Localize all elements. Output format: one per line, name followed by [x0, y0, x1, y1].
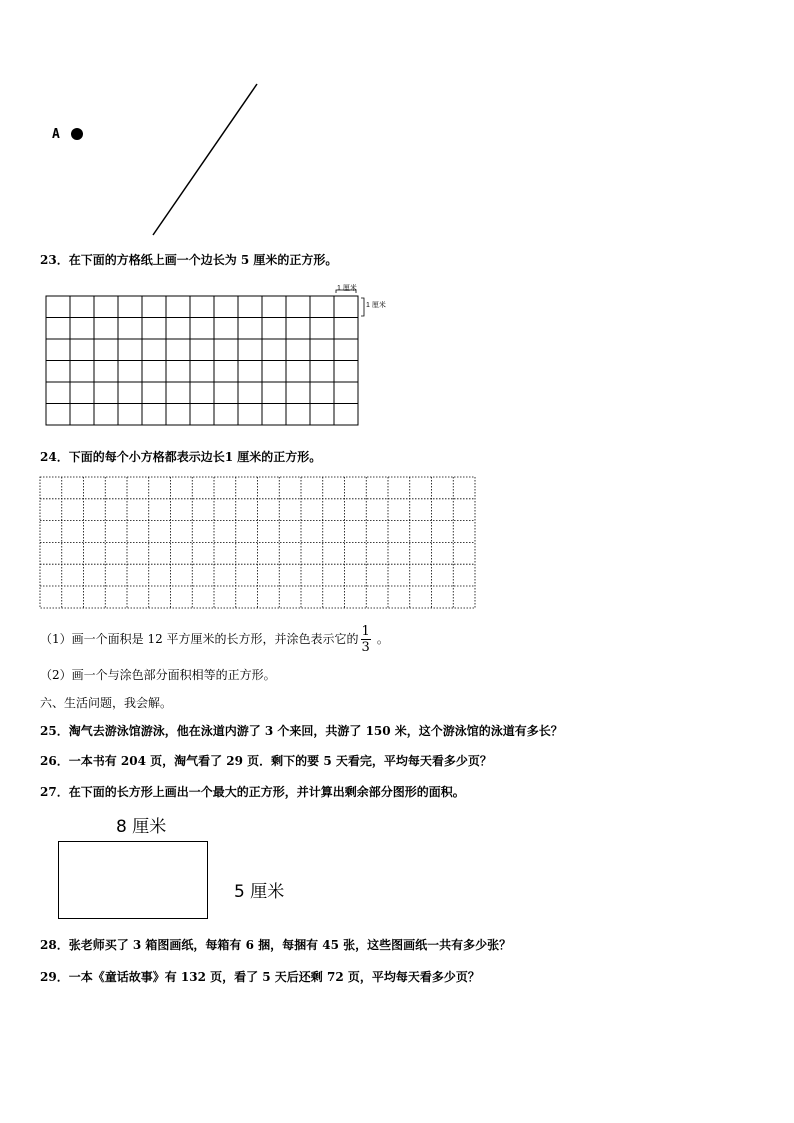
- question-28: 28．张老师买了 3 箱图画纸，每箱有 6 捆，每捆有 45 张，这些图画纸一共有多少张？: [40, 938, 512, 952]
- q23-unit-height-label: 1 厘米: [366, 302, 386, 309]
- fraction-one-third: [361, 624, 371, 655]
- section-6-title: 六、生活问题，我会解。: [40, 696, 173, 710]
- question-24: 24．下面的每个小方格都表示边长1 厘米的正方形。: [40, 450, 322, 464]
- fraction-denominator: 3: [361, 640, 370, 655]
- q23-grid: [40, 282, 400, 432]
- q24-part1-suffix: 。: [376, 632, 389, 646]
- slanted-line: [153, 84, 257, 235]
- question-26: 26．一本书有 204 页，淘气看了 29 页．剩下的要 5 天看完，平均每天看多少页？: [40, 754, 492, 768]
- q23-unit-width-label: 1 厘米: [337, 285, 357, 292]
- point-a-label: A: [52, 127, 60, 142]
- point-a-dot: [71, 128, 83, 140]
- question-27: 27．在下面的长方形上画出一个最大的正方形，并计算出剩余部分图形的面积。: [40, 785, 465, 799]
- rect-height-label: 5 厘米: [234, 882, 285, 902]
- question-25: 25．淘气去游泳馆游泳，他在泳道内游了 3 个来回，共游了 150 米，这个游泳馆的泳道有多长？: [40, 724, 563, 738]
- q27-rectangle: [58, 841, 208, 919]
- slanted-line-figure: [140, 80, 270, 240]
- rect-width-label: 8 厘米: [116, 817, 167, 837]
- fraction-numerator: 1: [361, 624, 370, 639]
- question-23: 23．在下面的方格纸上画一个边长为 5 厘米的正方形。: [40, 253, 338, 267]
- question-29: 29．一本《童话故事》有 132 页，看了 5 天后还剩 72 页，平均每天看多少页？: [40, 970, 480, 984]
- q24-part1-prefix: （1）画一个面积是 12 平方厘米的长方形，并涂色表示它的: [40, 632, 359, 646]
- q24-part-2: （2）画一个与涂色部分面积相等的正方形。: [40, 668, 276, 682]
- q24-part-1: [40, 622, 389, 656]
- q24-dotted-grid: [38, 475, 478, 611]
